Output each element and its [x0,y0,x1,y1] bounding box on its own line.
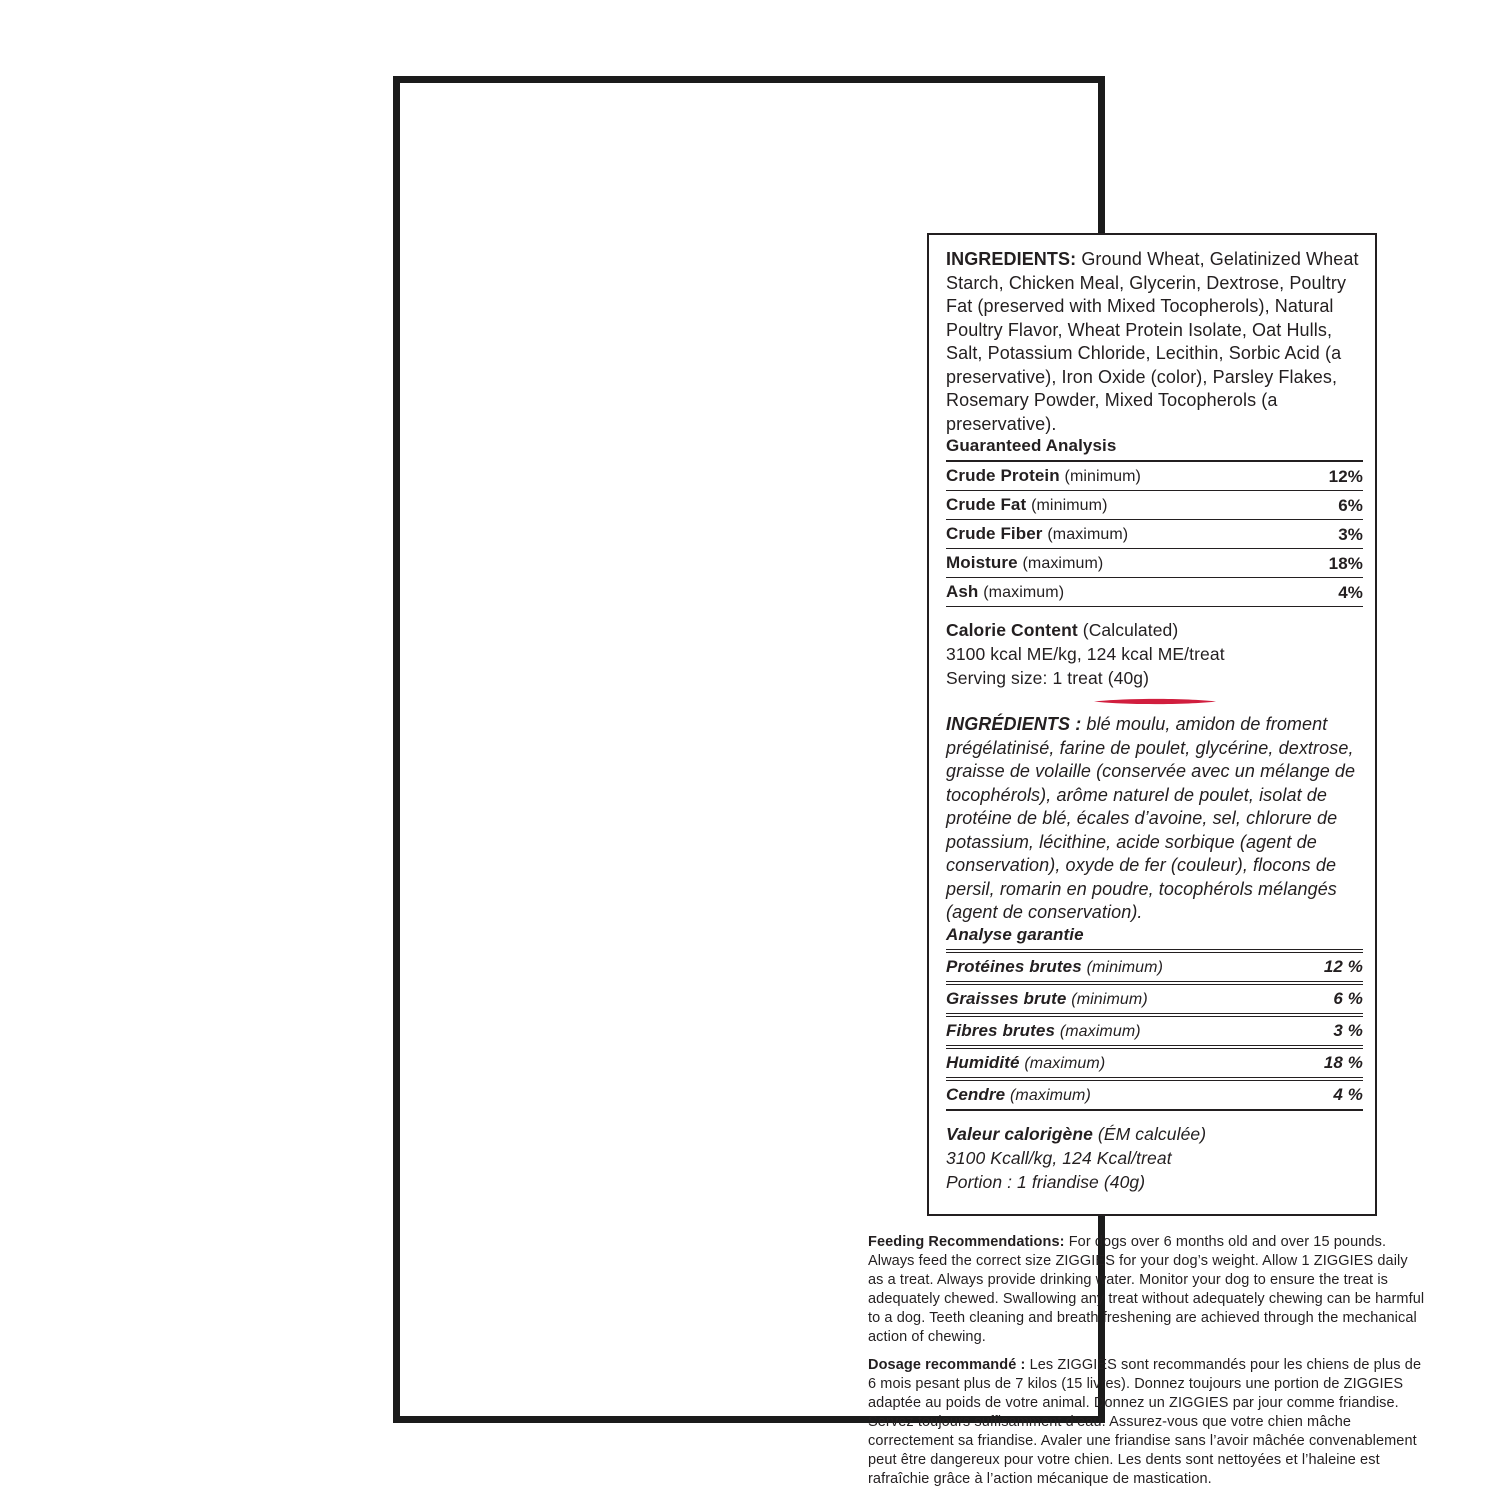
analysis-row-value: 18 % [1323,1053,1363,1072]
analysis-row-crude-fiber [946,520,1363,549]
analysis-row-nutrient: Crude Fiber [946,524,1043,543]
guaranteed-analysis-table [946,460,1363,607]
analysis-row-value: 3% [1338,524,1363,544]
analysis-row-value: 3 % [1333,1021,1363,1040]
analysis-row-nutrient: Crude Fat [946,495,1027,514]
analysis-row-cendre [946,1081,1363,1111]
analysis-row-label [946,958,1163,976]
analysis-row-moisture [946,549,1363,578]
nutrition-panel [927,233,1377,1216]
dosage-recommande-text: Les ZIGGIES sont recommandés pour les chiens de plus de 6 mois pesant plus de 7 kilos (15 livres). Donnez toujours une portion de ZIGGIES adaptée au poids de votre animal. Donnez un ZIGGIES par jour comme friandise. Servez toujours suffisamment d’eau. Assurez-vous que votre chien mâche correctement sa friandise. Avaler une friandise sans l’avoir mâchée convenablement peut être dangereux pour votre chien. Les dents sont nettoyées et l’haleine est rafraîchie grâce à l’action mécanique de mastication. [868,1357,1422,1487]
ingredients-english-text: Ground Wheat, Gelatinized Wheat Starch, Chicken Meal, Glycerin, Dextrose, Poultry Fat (preserved with Mixed Tocopherols), Natural Poultry Flavor, Wheat Protein Isolate, Oat Hulls, Salt, Potassium Chloride, Lecithin, Sorbic Acid (a preservative), Iron Oxide (color), Parsley Flakes, Rosemary Powder, Mixed Tocopherols (a preservative). [946,249,1359,434]
analysis-row-qualifier: (maximum) [1010,1086,1091,1104]
ingredients-french [946,713,1363,925]
analysis-row-graisses [946,985,1363,1017]
calorie-content-values: 3100 kcal ME/kg, 124 kcal ME/treat [946,644,1225,664]
label-outer-frame [393,76,1425,1487]
analysis-row-nutrient: Moisture [946,553,1018,572]
analysis-row-label [946,583,1064,601]
valeur-calorigene-values: 3100 Kcall/kg, 124 Kcal/treat [946,1147,1172,1168]
ingredients-english-lead: INGREDIENTS: [946,249,1077,269]
analysis-row-nutrient: Fibres brutes [946,1020,1055,1040]
ingredients-french-text: blé moulu, amidon de froment prégélatinisé, farine de poulet, glycérine, dextrose, graisse de volaille (conservée avec un mélange de tocophérols), arôme naturel de poulet, isolat de protéine de blé, écales d’avoine, sel, chlorure de potassium, lécithine, acide sorbique (agent de conservation), oxyde de fer (couleur), flocons de persil, romarin en poudre, tocophérols mélangés (agent de conservation). [946,714,1356,922]
analysis-row-qualifier: (minimum) [1031,497,1108,514]
ingredients-english [946,248,1363,436]
valeur-calorigene-qualifier: (ÉM calculée) [1097,1123,1207,1144]
analysis-row-value: 12% [1328,466,1363,486]
analysis-row-crude-protein [946,462,1363,491]
feeding-recommendations-section [868,1233,1425,1498]
analysis-row-label [946,467,1141,485]
calorie-content-heading [946,618,1363,642]
analysis-row-label [946,554,1103,572]
analysis-row-nutrient: Humidité [946,1052,1020,1072]
analysis-row-value: 6% [1338,495,1363,515]
calorie-content-qualifier: (Calculated) [1082,620,1179,640]
analysis-row-nutrient: Cendre [946,1084,1006,1104]
calorie-content-french [946,1122,1363,1194]
analysis-row-value: 18% [1328,553,1363,573]
analysis-row-qualifier: (maximum) [983,584,1065,601]
analysis-row-value: 6 % [1333,989,1363,1008]
analysis-row-label [946,1086,1091,1104]
calorie-content-english [946,618,1363,690]
analysis-row-qualifier: (maximum) [1059,1022,1141,1040]
calorie-content-lead: Calorie Content [946,620,1078,640]
valeur-calorigene-lead: Valeur calorigène [946,1123,1093,1144]
analysis-row-ash [946,578,1363,607]
dosage-recommande-lead: Dosage recommandé : [868,1357,1026,1373]
analysis-row-label [946,1054,1105,1072]
analyse-garantie-title: Analyse garantie [946,924,1084,944]
serving-size: Serving size: 1 treat (40g) [946,668,1150,688]
analysis-row-qualifier: (minimum) [1064,468,1141,485]
analysis-row-qualifier: (maximum) [1022,555,1104,572]
ingredients-french-lead: INGRÉDIENTS : [946,714,1082,734]
analysis-row-proteines [946,953,1363,985]
analysis-row-crude-fat [946,491,1363,520]
analysis-row-value: 4 % [1333,1085,1363,1104]
analysis-row-value: 4% [1338,582,1363,602]
red-lens-divider-icon [1094,697,1216,706]
valeur-calorigene-heading [946,1122,1363,1146]
guaranteed-analysis-title: Guaranteed Analysis [946,436,1117,455]
dosage-recommande-french [868,1356,1425,1489]
analysis-row-label [946,1022,1141,1040]
analysis-row-qualifier: (maximum) [1024,1054,1106,1072]
analysis-row-label [946,990,1148,1008]
analysis-row-label [946,525,1128,543]
analysis-row-nutrient: Protéines brutes [946,956,1082,976]
feeding-recommendations-text: For dogs over 6 months old and over 15 pounds. Always feed the correct size ZIGGIES for your dog’s weight. Allow 1 ZIGGIES daily as a treat. Always provide drinking water. Monitor your dog to ensure the treat is adequately chewed. Swallowing any treat without adequately chewing can be harmful to a dog. Teeth cleaning and breath freshening are achieved through the mechanical action of chewing. [868,1234,1425,1345]
analysis-row-qualifier: (minimum) [1071,990,1148,1008]
analysis-row-label [946,496,1108,514]
analysis-row-nutrient: Crude Protein [946,466,1060,485]
analysis-row-nutrient: Ash [946,582,979,601]
analysis-row-fibres [946,1017,1363,1049]
analysis-row-qualifier: (maximum) [1047,526,1129,543]
feeding-recommendations-english [868,1233,1425,1347]
feeding-recommendations-lead: Feeding Recommendations: [868,1234,1065,1250]
analysis-row-value: 12 % [1323,957,1363,976]
analysis-row-qualifier: (minimum) [1086,958,1164,976]
portion-size: Portion : 1 friandise (40g) [946,1171,1146,1192]
analysis-row-nutrient: Graisses brute [946,988,1067,1008]
analysis-row-humidite [946,1049,1363,1081]
analyse-garantie-table [946,949,1363,1111]
